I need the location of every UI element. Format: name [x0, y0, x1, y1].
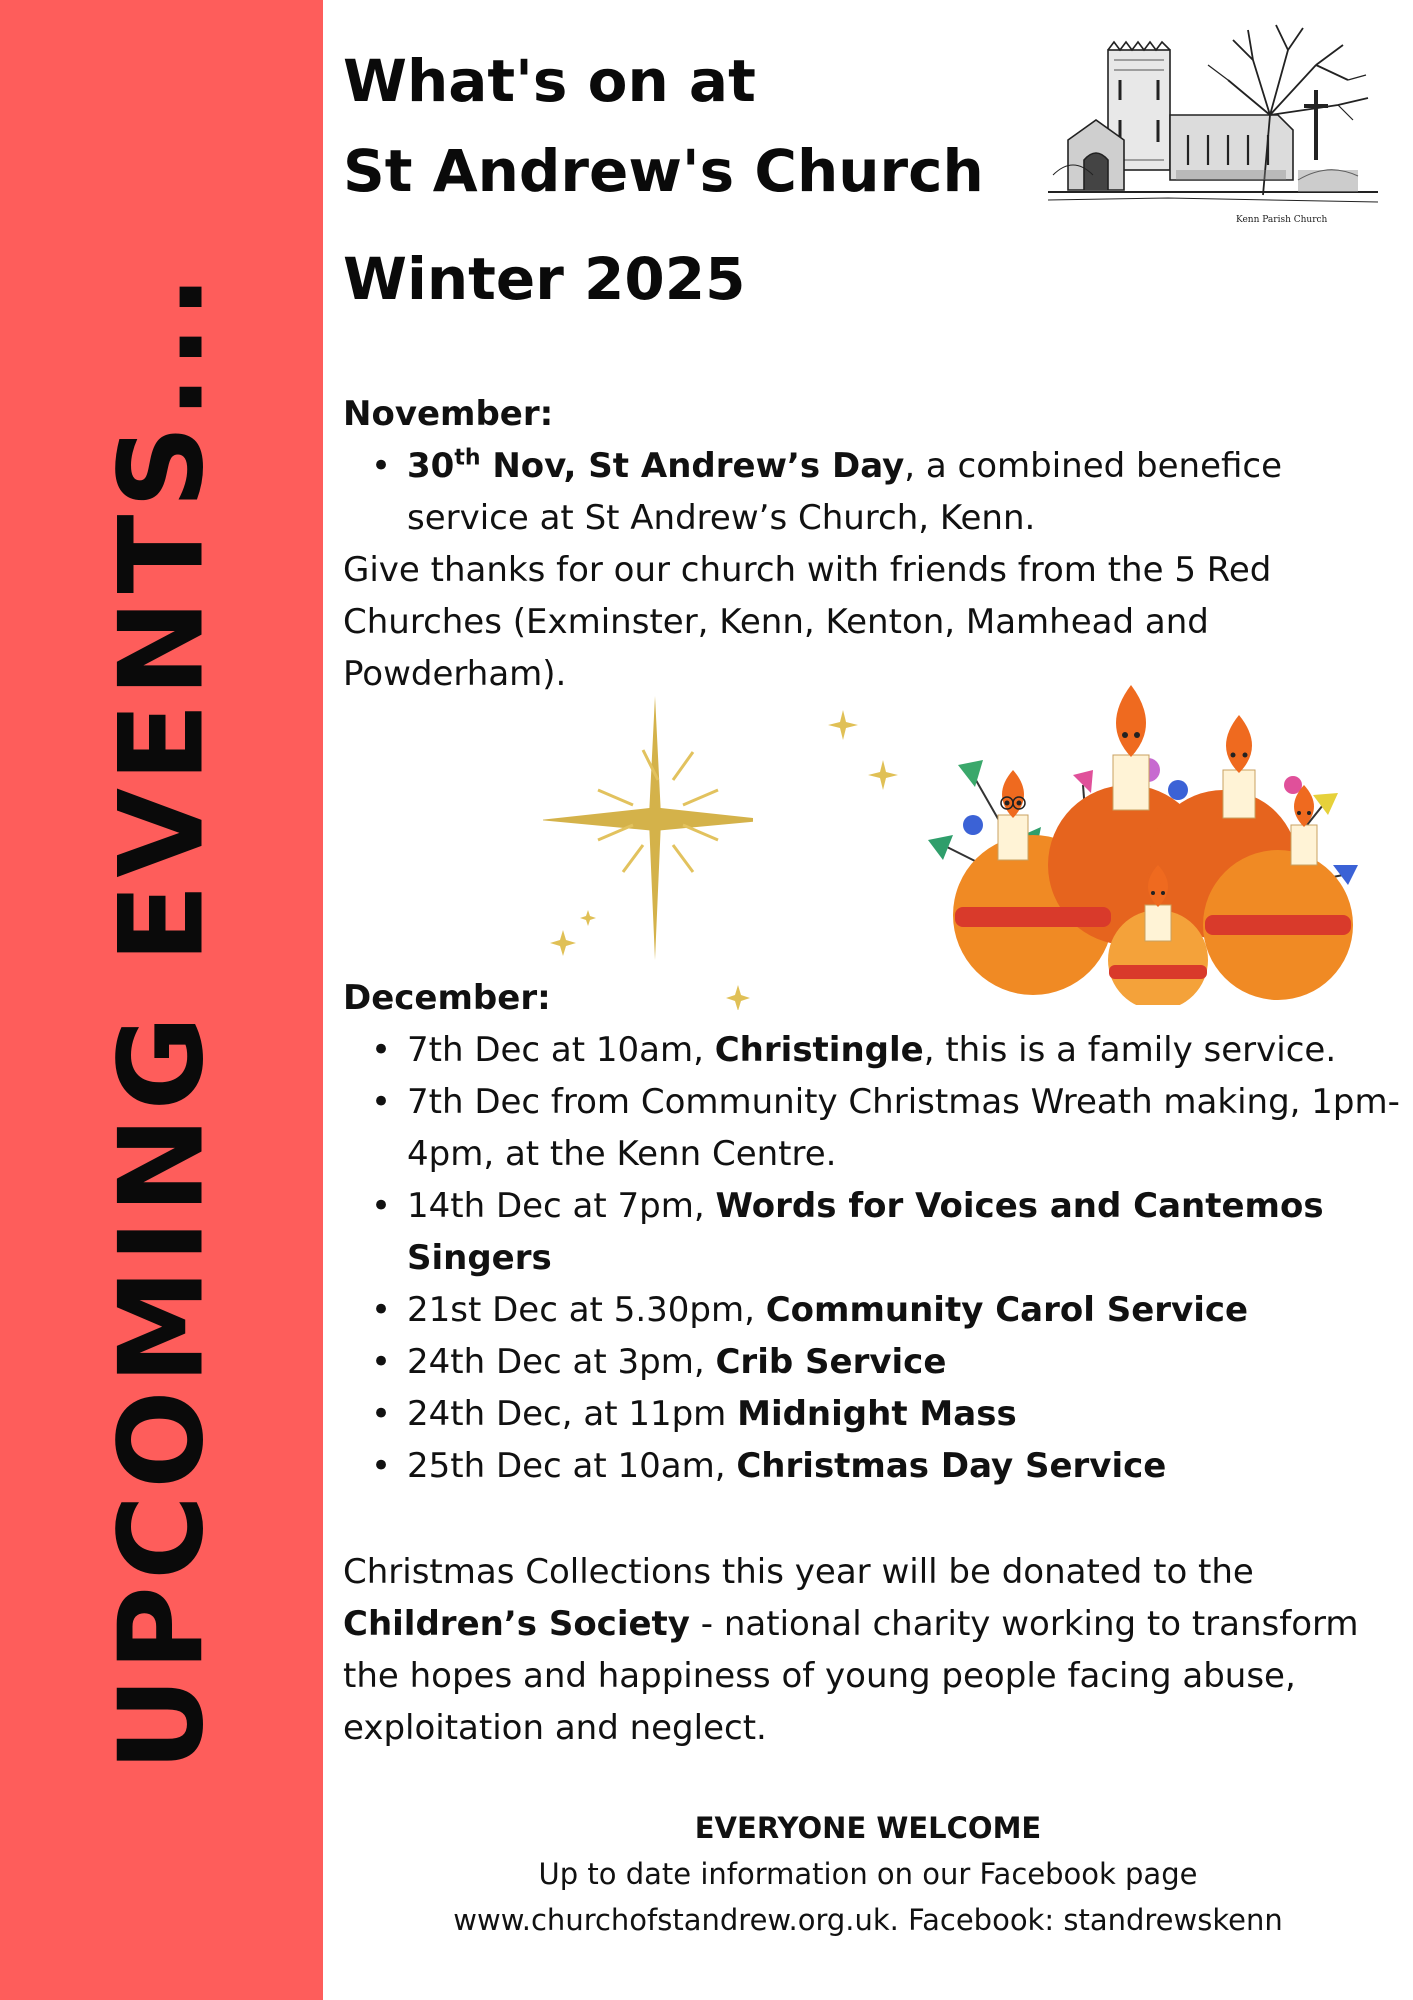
event-detail: , a combined benefice service at St Andrew’s Church, Kenn. — [407, 446, 1283, 538]
event-text: 24th Dec, at 11pm — [407, 1394, 738, 1434]
main-content — [343, 0, 1400, 2000]
list-item — [407, 1024, 1413, 1076]
title-line-2: St Andrew's Church — [343, 137, 984, 205]
event-text: 21st Dec at 5.30pm, — [407, 1290, 766, 1330]
list-item — [407, 1388, 1413, 1440]
gold-star-icon — [543, 680, 753, 1010]
sparkle-icon — [823, 700, 903, 810]
event-title: Nov, St Andrew’s Day — [480, 446, 905, 486]
event-title: Crib Service — [715, 1342, 947, 1382]
everyone-welcome: EVERYONE WELCOME — [694, 1811, 1042, 1845]
collections-text: - national charity working to transform the hopes and happiness of young people facing abuse, exploitation and neglect. — [343, 1604, 1359, 1748]
title-line-1: What's on at — [343, 47, 756, 115]
church-sketch-icon — [1048, 20, 1378, 230]
season-heading: Winter 2025 — [343, 245, 746, 313]
november-list — [343, 440, 1393, 544]
event-title: Words for Voices and Cantemos Singers — [407, 1186, 1324, 1278]
event-title: Christingle — [714, 1030, 924, 1070]
footer — [343, 1805, 1393, 1943]
sidebar-title: UPCOMING EVENTS... — [94, 268, 230, 1772]
christingle-illustration — [913, 675, 1383, 1005]
event-date-suffix: th — [454, 445, 481, 471]
november-section — [343, 388, 1393, 700]
event-text: 24th Dec at 3pm, — [407, 1342, 716, 1382]
event-text: 7th Dec from Community Christmas Wreath making, 1pm-4pm, at the Kenn Centre. — [407, 1082, 1400, 1174]
event-text: 14th Dec at 7pm, — [407, 1186, 716, 1226]
event-title: Midnight Mass — [737, 1394, 1017, 1434]
charity-name: Children’s Society — [343, 1604, 690, 1644]
event-title: Christmas Day Service — [736, 1446, 1167, 1486]
december-list — [343, 1024, 1413, 1492]
list-item — [407, 1440, 1413, 1492]
november-heading: November: — [343, 394, 554, 434]
event-date: 30 — [407, 446, 455, 486]
event-text: , this is a family service. — [923, 1030, 1337, 1070]
november-note: Give thanks for our church with friends from the 5 Red Churches (Exminster, Kenn, Kenton, Mamhead and Powderham). — [343, 550, 1272, 694]
list-item — [407, 1336, 1413, 1388]
list-item — [407, 1284, 1413, 1336]
collections-section — [343, 1546, 1393, 1754]
collections-text: Christmas Collections this year will be donated to the — [343, 1552, 1254, 1592]
list-item — [407, 440, 1393, 544]
sketch-caption: Kenn Parish Church — [1236, 215, 1328, 225]
website-link[interactable]: www.churchofstandrew.org.uk. Facebook: standrewskenn — [453, 1903, 1283, 1937]
december-section — [343, 972, 1413, 1492]
event-text: 25th Dec at 10am, — [407, 1446, 737, 1486]
december-heading: December: — [343, 978, 551, 1018]
collections-note — [343, 1546, 1393, 1754]
page-title — [343, 36, 984, 216]
sidebar-banner — [0, 0, 323, 2000]
list-item — [407, 1076, 1413, 1180]
list-item — [407, 1180, 1413, 1284]
facebook-info: Up to date information on our Facebook page — [538, 1857, 1198, 1891]
event-text: 7th Dec at 10am, — [407, 1030, 715, 1070]
event-title: Community Carol Service — [765, 1290, 1249, 1330]
